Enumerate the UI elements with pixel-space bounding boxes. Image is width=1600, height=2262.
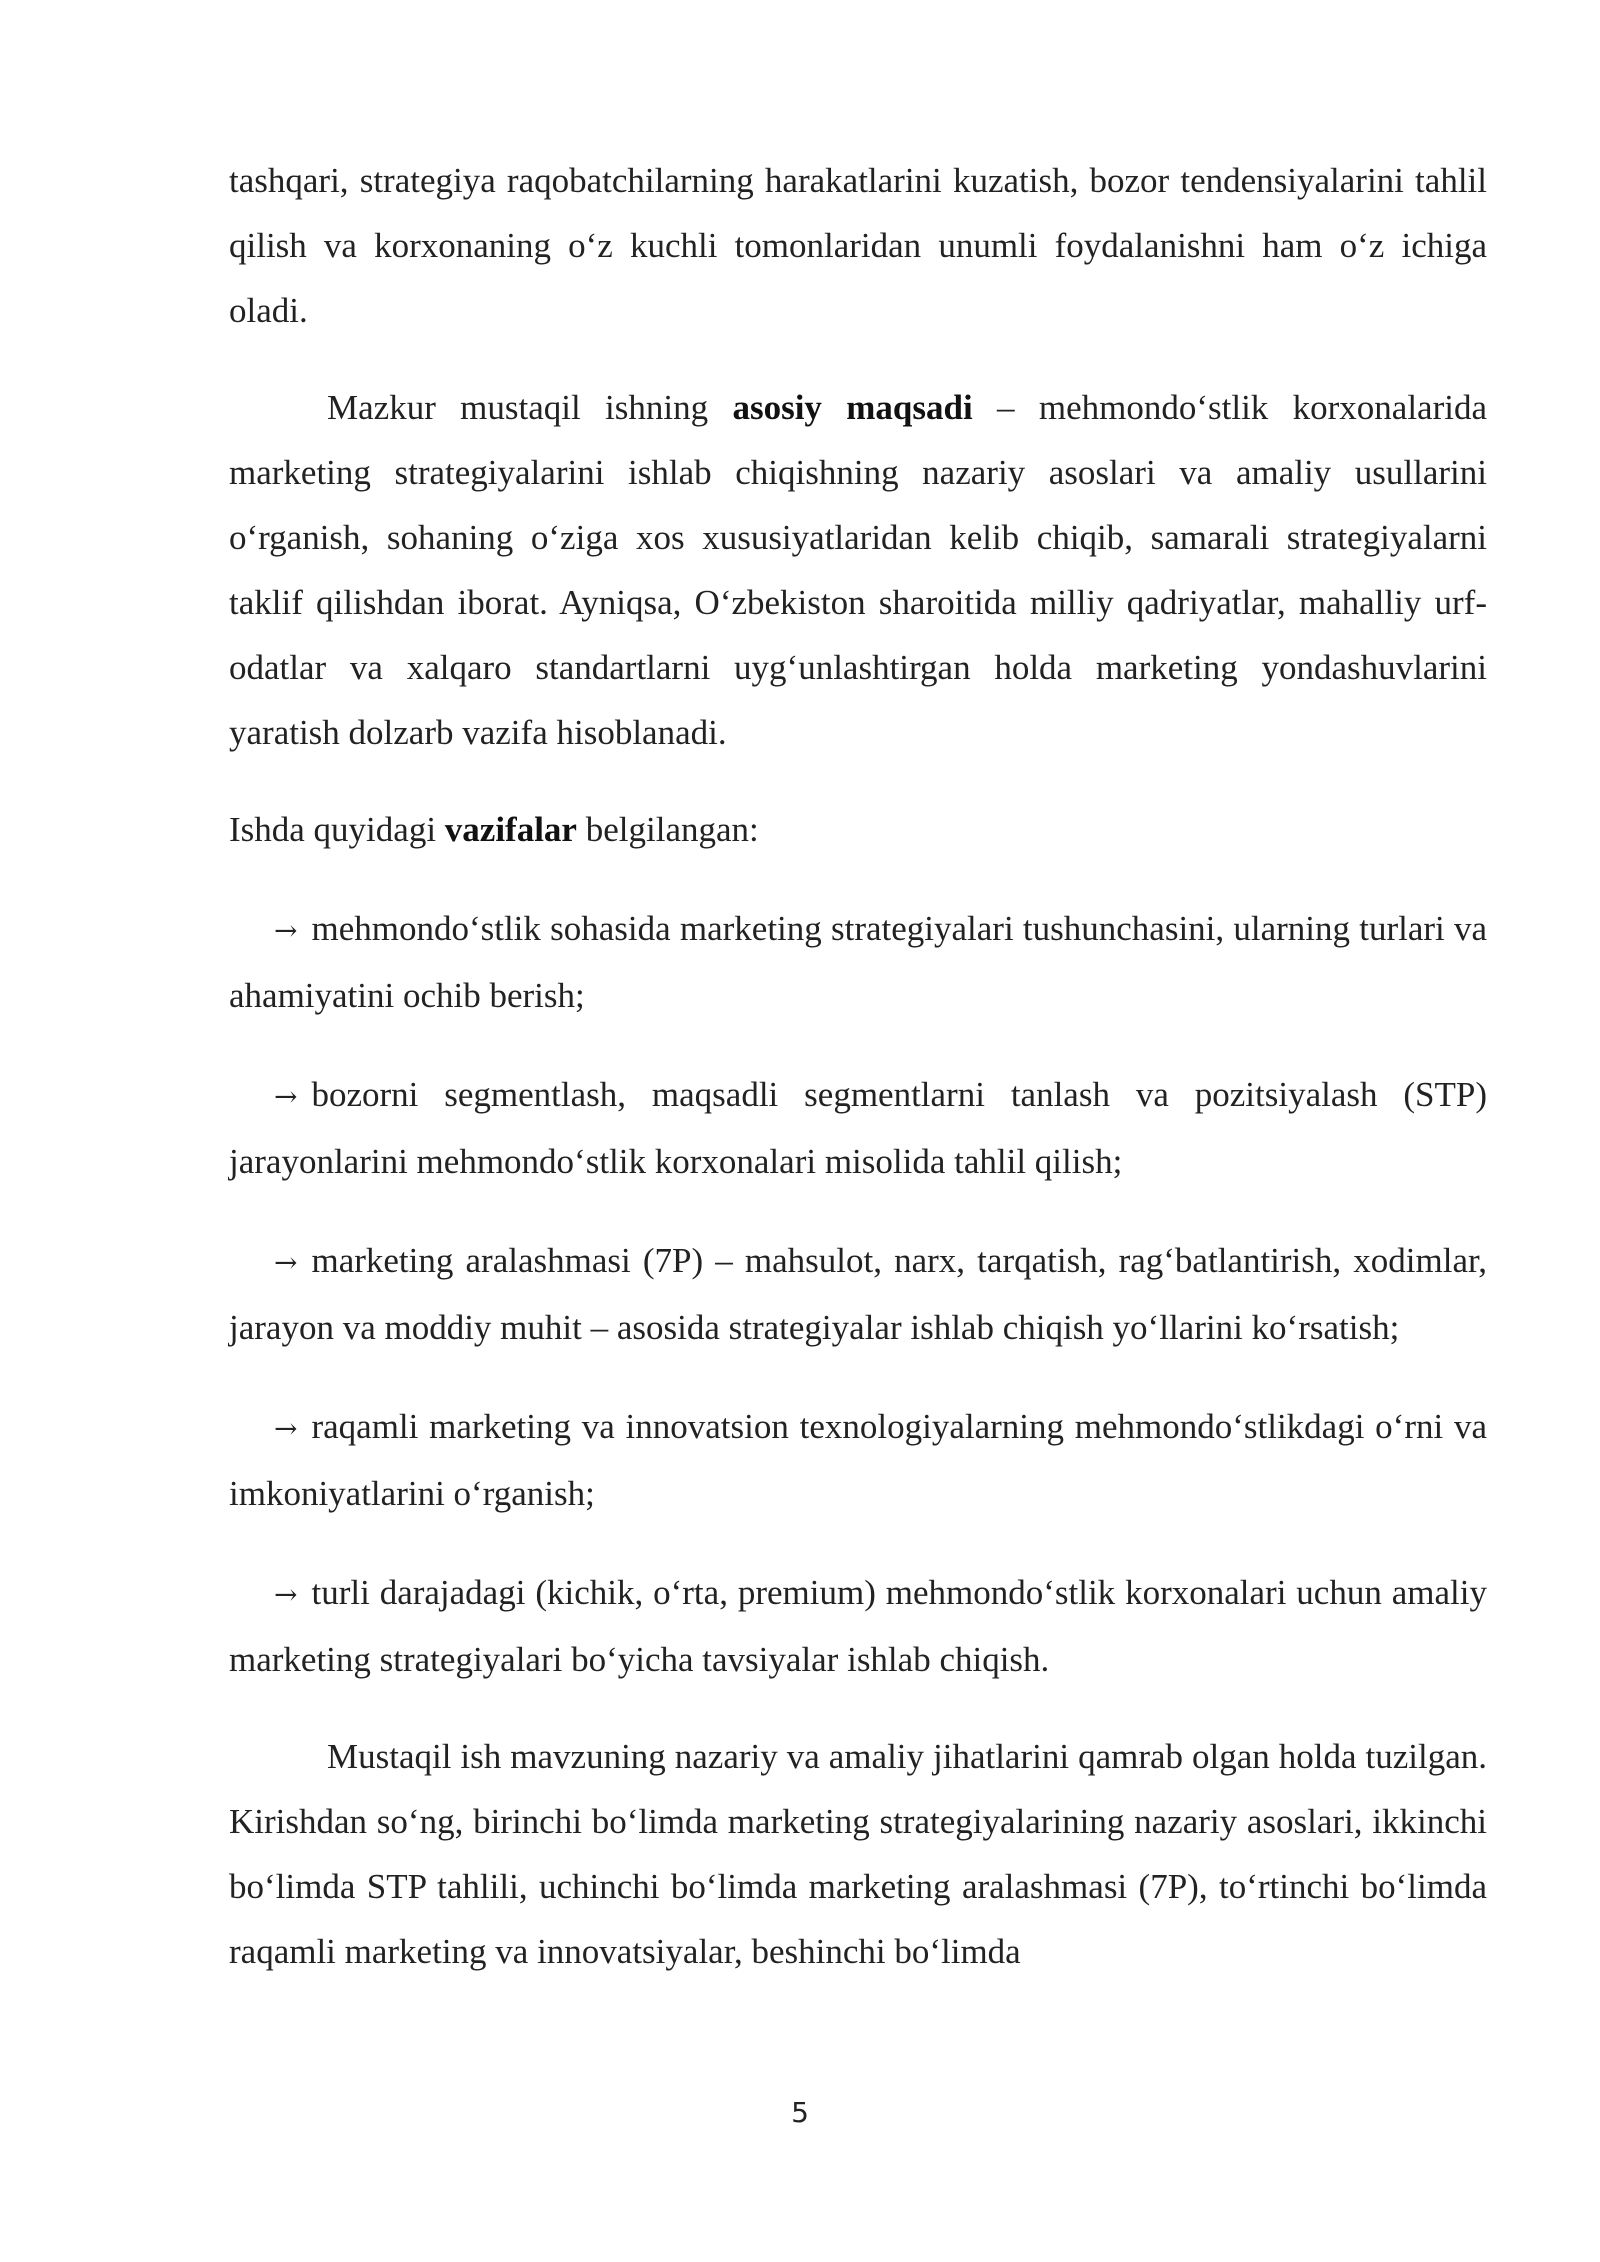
tasks-intro-before: Ishda quyidagi [229, 810, 445, 849]
page-body [229, 148, 1487, 1984]
paragraph-goal [229, 375, 1487, 765]
task-text: bozorni segmentlash, maqsadli segmentlarni tanlash va pozitsiyalash (STP) jarayonlarini mehmondo‘stlik korxonalari misolida tahlil qilish; [229, 1075, 1487, 1181]
task-text: raqamli marketing va innovatsion texnologiyalarning mehmondo‘stlikdagi o‘rni va imkoniyatlarini o‘rganish; [229, 1407, 1487, 1513]
arrow-bullet-icon: → [274, 1578, 298, 1611]
tasks-intro-after: belgilangan: [576, 810, 759, 849]
goal-text-before: Mazkur mustaqil ishning [327, 388, 733, 427]
tasks-bold-term: vazifalar [444, 810, 577, 849]
arrow-bullet-icon: → [274, 1080, 298, 1113]
goal-text-after: – mehmondo‘stlik korxonalarida marketing strategiyalarini ishlab chiqishning nazariy asoslari va amaliy usullarini o‘rganish, sohaning o‘ziga xos xususiyatlaridan kelib chiqib, samarali strategiyalarni taklif qilishdan iborat. Ayniqsa, O‘zbekiston sharoitida milliy qadriyatlar, mahalliy urf-odatlar va xalqaro standartlarni uyg‘unlashtirgan holda marketing yondashuvlarini yaratish dolzarb vazifa hisoblanadi. [229, 388, 1487, 752]
task-text: mehmondo‘stlik sohasida marketing strategiyalari tushunchasini, ularning turlari va ahamiyatini ochib berish; [229, 909, 1487, 1015]
task-item [229, 1062, 1487, 1194]
goal-bold-term: asosiy maqsadi [732, 388, 973, 427]
arrow-bullet-icon: → [274, 1246, 298, 1279]
arrow-bullet-icon: → [274, 914, 298, 947]
paragraph-structure: Mustaqil ish mavzuning nazariy va amaliy jihatlarini qamrab olgan holda tuzilgan. Kirishdan so‘ng, birinchi bo‘limda marketing strategiyalarining nazariy asoslari, ikkinchi bo‘limda STP tahlili, uchinchi bo‘limda marketing aralashmasi (7P), to‘rtinchi bo‘limda raqamli marketing va innovatsiyalar, beshinchi bo‘limda [229, 1737, 1487, 1971]
task-text: marketing aralashmasi (7P) – mahsulot, narx, tarqatish, rag‘batlantirish, xodimlar, jarayon va moddiy muhit – asosida strategiyalar ishlab chiqish yo‘llarini ko‘rsatish; [229, 1241, 1487, 1347]
task-text: turli darajadagi (kichik, o‘rta, premium) mehmondo‘stlik korxonalari uchun amaliy marketing strategiyalari bo‘yicha tavsiyalar ishlab chiqish. [229, 1573, 1487, 1679]
task-item [229, 1560, 1487, 1692]
paragraph-tasks-intro [229, 797, 1487, 862]
paragraph-intro-continuation: tashqari, strategiya raqobatchilarning harakatlarini kuzatish, bozor tendensiyalarini tahlil qilish va korxonaning o‘z kuchli tomonlaridan unumli foydalanishni ham o‘z ichiga oladi. [229, 161, 1487, 330]
task-item [229, 896, 1487, 1028]
page-number: 5 [791, 2096, 809, 2129]
task-item [229, 1394, 1487, 1526]
task-item [229, 1228, 1487, 1360]
arrow-bullet-icon: → [274, 1412, 298, 1445]
